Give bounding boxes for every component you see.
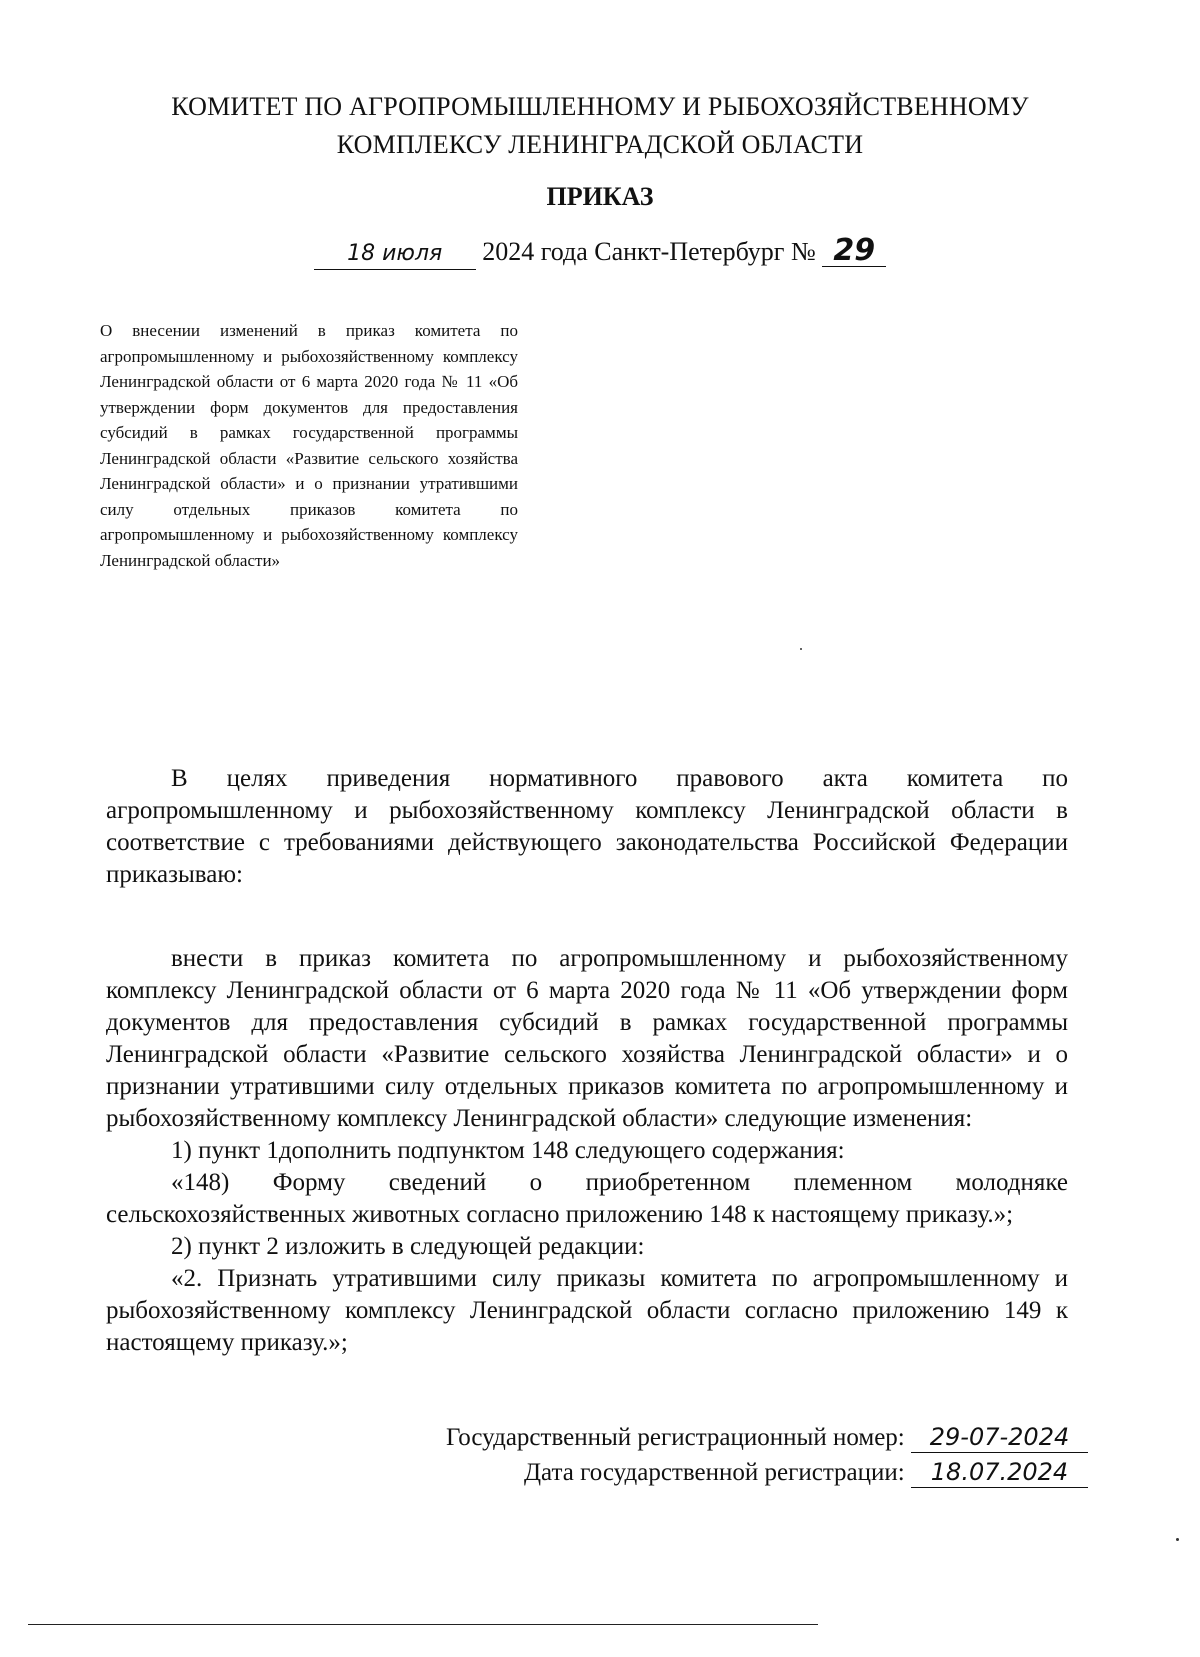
- handwritten-order-number: 29: [822, 236, 886, 267]
- item-1: 1) пункт 1дополнить подпунктом 148 следующего содержания:: [171, 1137, 845, 1164]
- scan-speck: [1176, 1538, 1179, 1541]
- item-1-text: «148) Форму сведений о приобретенном племенном молодняке сельскохозяйственных животных согласно приложению 148 к настоящему приказу.»;: [106, 1169, 1068, 1228]
- item-2: 2) пункт 2 изложить в следующей редакции:: [171, 1233, 645, 1260]
- date-line: [0, 233, 1200, 270]
- registration-block: [446, 1420, 1088, 1490]
- year-city-text: 2024 года Санкт-Петербург №: [482, 237, 816, 266]
- order-subject: О внесении изменений в приказ комитета по агропромышленному и рыбохозяйственному комплексу Ленинградской области от 6 марта 2020 года № 11 «Об утверждении форм документов для предоставления субсидий в рамках государственной программы Ленинградской области «Развитие сельского хозяйства Ленинградской области» и о признании утратившими силу отдельных приказов комитета по агропромышленному и рыбохозяйственному комплексу Ленинградской области»: [100, 321, 518, 570]
- registration-date-line: [446, 1455, 1088, 1490]
- item-2-text: «2. Признать утратившими силу приказы комитета по агропромышленному и рыбохозяйственному комплексу Ленинградской области согласно приложению 149 к настоящему приказу.»;: [106, 1265, 1068, 1356]
- preamble-paragraph: В целях приведения нормативного правового акта комитета по агропромышленному и рыбохозяйственному комплексу Ленинградской области в соответствие с требованиями действующего законодательства Российской Федерации приказываю:: [106, 765, 1068, 888]
- footer-divider: [28, 1624, 818, 1625]
- registration-number-label: Государственный регистрационный номер:: [446, 1424, 905, 1451]
- header-line-2: КОМПЛЕКСУ ЛЕНИНГРАДСКОЙ ОБЛАСТИ: [336, 130, 864, 159]
- order-title: ПРИКАЗ: [546, 182, 654, 211]
- registration-date-label: Дата государственной регистрации:: [524, 1459, 905, 1486]
- registration-number-line: [446, 1420, 1088, 1455]
- document-header: [0, 88, 1200, 164]
- scan-speck: [800, 648, 802, 650]
- registration-date-value: 18.07.2024: [911, 1457, 1088, 1488]
- header-line-1: КОМИТЕТ ПО АГРОПРОМЫШЛЕННОМУ И РЫБОХОЗЯЙСТВЕННОМУ: [171, 92, 1029, 121]
- order-body: [106, 763, 1068, 1359]
- handwritten-date: 18 июля: [314, 239, 476, 270]
- registration-number-value: 29-07-2024: [911, 1422, 1088, 1453]
- main-paragraph: внести в приказ комитета по агропромышленному и рыбохозяйственному комплексу Ленинградской области от 6 марта 2020 года № 11 «Об утверждении форм документов для предоставления субсидий в рамках государственной программы Ленинградской области «Развитие сельского хозяйства Ленинградской области» и о признании утратившими силу отдельных приказов комитета по агропромышленному и рыбохозяйственному комплексу Ленинградской области» следующие изменения:: [106, 945, 1068, 1132]
